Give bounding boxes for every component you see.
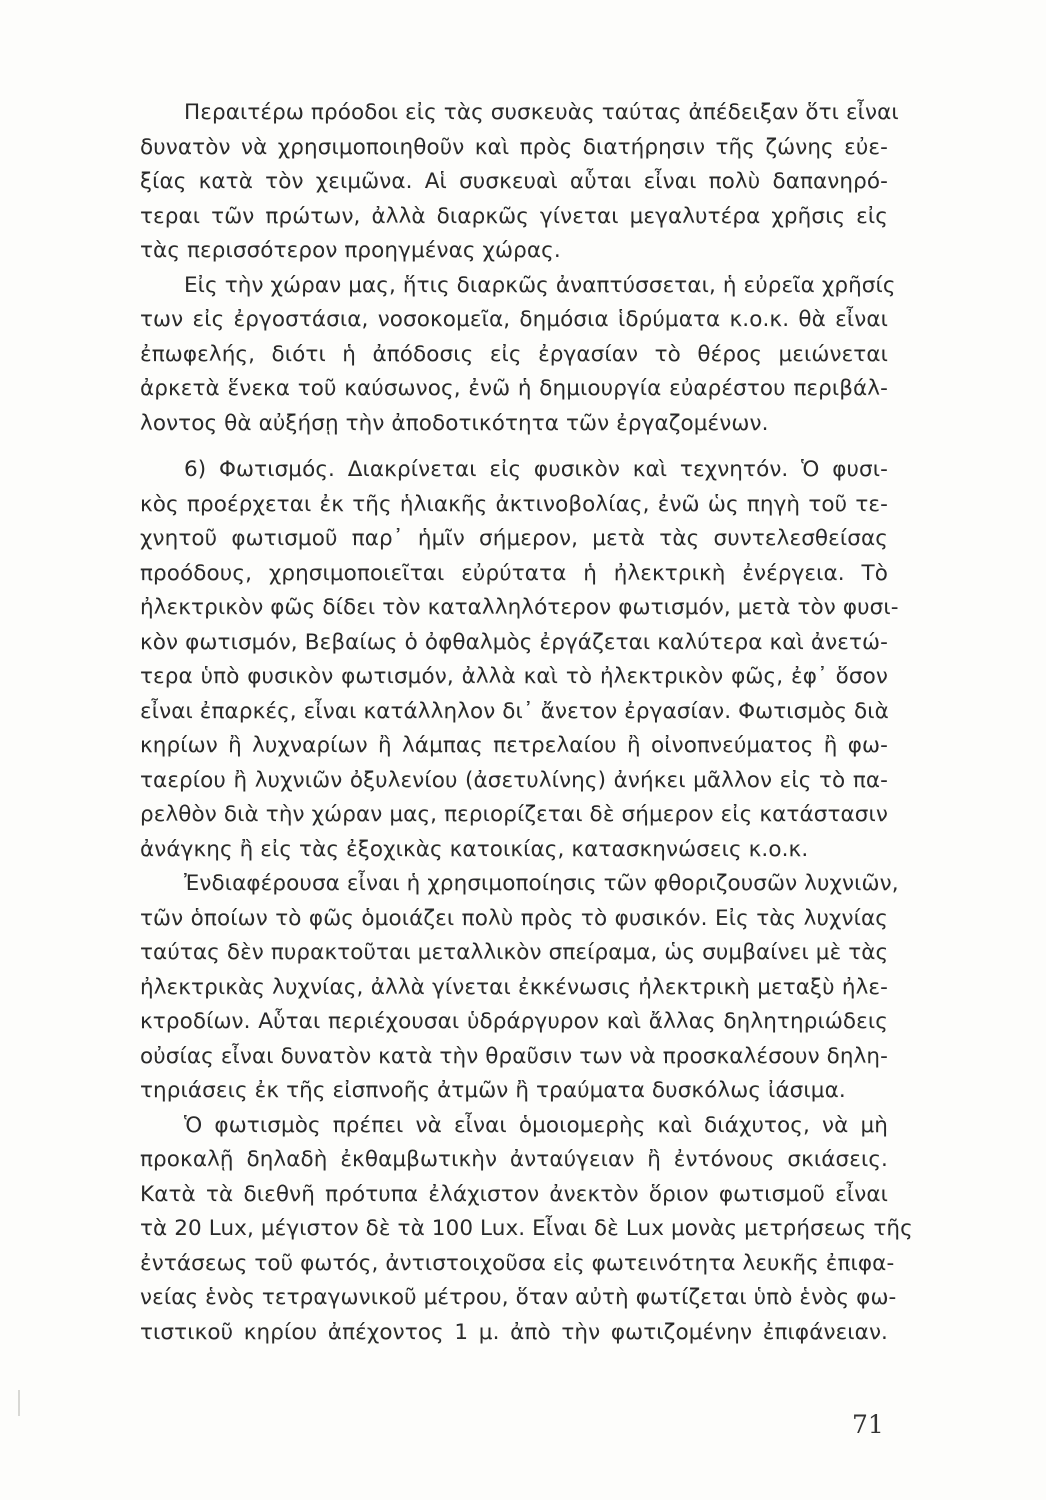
text-line: λοντος θὰ αὐξήσῃ τὴν ἀποδοτικότητα τῶν ἐργαζομένων.: [140, 410, 769, 436]
text-line: ταύτας δὲν πυρακτοῦται μεταλλικὸν σπείραμα, ὡς συμβαίνει μὲ τὰς: [140, 940, 889, 965]
text-line: ἐπωφελής, διότι ἡ ἀπόδοσις εἰς ἐργασίαν τὸ θέρος μειώνεται: [140, 341, 888, 367]
text-line: ἀρκετὰ ἕνεκα τοῦ καύσωνος, ἐνῶ ἡ δημιουργία εὐαρέστου περιβάλ-: [140, 376, 888, 401]
text-line: ἐντάσεως τοῦ φωτός, ἀντιστοιχοῦσα εἰς φωτεινότητα λευκῆς ἐπιφα-: [140, 1250, 895, 1276]
text-line: ρελθὸν διὰ τὴν χώραν μας, περιορίζεται δὲ σήμερον εἰς κατάστασιν: [140, 802, 888, 827]
body-text: [140, 96, 913, 1350]
text-line: ξίας κατὰ τὸν χειμῶνα. Αἱ συσκευαὶ αὗται εἶναι πολὺ δαπανηρό-: [140, 169, 888, 194]
paragraph-air-conditioning-progress: [140, 96, 899, 269]
text-line: εἶναι ἐπαρκές, εἶναι κατάλληλον δι᾿ ἄνετον ἐργασίαν. Φωτισμὸς διὰ: [140, 698, 889, 724]
text-line: Ὁ φωτισμὸς πρέπει νὰ εἶναι ὁμοιομερὴς καὶ διάχυτος, νὰ μὴ: [184, 1112, 888, 1138]
text-line: τῶν ὁποίων τὸ φῶς ὁμοιάζει πολὺ πρὸς τὸ φυσικόν. Εἰς τὰς λυχνίας: [140, 905, 888, 931]
text-line: Εἰς τὴν χώραν μας, ἥτις διαρκῶς ἀναπτύσσεται, ἡ εὐρεῖα χρῆσίς: [184, 272, 896, 298]
text-line: των εἰς ἐργοστάσια, νοσοκομεῖα, δημόσια ἱδρύματα κ.ο.κ. θὰ εἶναι: [140, 307, 888, 332]
text-line: ἠλεκτρικὸν φῶς δίδει τὸν καταλληλότερον φωτισμόν, μετὰ τὸν φυσι-: [140, 595, 899, 620]
text-line: τεραι τῶν πρώτων, ἀλλὰ διαρκῶς γίνεται μεγαλυτέρα χρῆσις εἰς: [140, 203, 888, 229]
text-line: νείας ἑνὸς τετραγωνικοῦ μέτρου, ὅταν αὐτὴ φωτίζεται ὑπὸ ἑνὸς φω-: [140, 1285, 897, 1310]
section-lighting: [140, 453, 899, 867]
text-line: οὐσίας εἶναι δυνατὸν κατὰ τὴν θραῦσιν των νὰ προσκαλέσουν δηλη-: [140, 1043, 889, 1069]
text-line: κὸς προέρχεται ἐκ τῆς ἡλιακῆς ἀκτινοβολίας, ἐνῶ ὡς πηγὴ τοῦ τε-: [140, 491, 888, 517]
text-line: τηριάσεις ἐκ τῆς εἰσπνοῆς ἀτμῶν ἢ τραύματα δυσκόλως ἰάσιμα.: [140, 1078, 846, 1103]
section-gap: [140, 441, 888, 453]
text-line: τὰ 20 Lux, μέγιστον δὲ τὰ 100 Lux. Εἶναι δὲ Lux μονὰς μετρήσεως τῆς: [140, 1216, 913, 1241]
text-line: προόδους, χρησιμοποιεῖται εὐρύτατα ἡ ἠλεκτρικὴ ἐνέργεια. Τὸ: [140, 560, 888, 586]
text-line: κὸν φωτισμόν, Βεβαίως ὁ ὀφθαλμὸς ἐργάζεται καλύτερα καὶ ἀνετώ-: [140, 629, 888, 655]
text-line: τερα ὑπὸ φυσικὸν φωτισμόν, ἀλλὰ καὶ τὸ ἠλεκτρικὸν φῶς, ἐφ᾿ ὅσον: [140, 664, 888, 689]
text-line: δυνατὸν νὰ χρησιμοποιηθοῦν καὶ πρὸς διατήρησιν τῆς ζώνης εὐε-: [140, 134, 888, 160]
text-line: Κατὰ τὰ διεθνῆ πρότυπα ἐλάχιστον ἀνεκτὸν ὅριον φωτισμοῦ εἶναι: [140, 1181, 888, 1207]
text-line: ταερίου ἢ λυχνιῶν ὀξυλενίου (ἀσετυλίνης) ἀνήκει μᾶλλον εἰς τὸ πα-: [140, 767, 888, 793]
paragraph-lighting-standards: [140, 1109, 913, 1351]
text-line: Περαιτέρω πρόοδοι εἰς τὰς συσκευὰς ταύτας ἀπέδειξαν ὅτι εἶναι: [184, 100, 899, 125]
text-line: κηρίων ἢ λυχναρίων ἢ λάμπας πετρελαίου ἢ οἰνοπνεύματος ἢ φω-: [140, 733, 888, 758]
text-line: τιστικοῦ κηρίου ἀπέχοντος 1 μ. ἀπὸ τὴν φωτιζομένην ἐπιφάνειαν.: [140, 1319, 888, 1345]
text-line: προκαλῇ δηλαδὴ ἐκθαμβωτικὴν ἀνταύγειαν ἢ ἐντόνους σκιάσεις.: [140, 1147, 888, 1172]
text-line: τὰς περισσότερον προηγμένας χώρας.: [140, 238, 561, 263]
section-heading-line: 6) Φωτισμός. Διακρίνεται εἰς φυσικὸν καὶ τεχνητόν. Ὁ φυσι-: [184, 457, 888, 482]
text-line: Ἐνδιαφέρουσα εἶναι ἡ χρησιμοποίησις τῶν φθοριζουσῶν λυχνιῶν,: [184, 871, 899, 896]
text-line: ἀνάγκης ἢ εἰς τὰς ἐξοχικὰς κατοικίας, κατασκηνώσεις κ.ο.κ.: [140, 836, 809, 862]
paragraph-fluorescent-lamps: [140, 867, 899, 1109]
paragraph-local-use: [140, 269, 896, 442]
text-line: κτροδίων. Αὗται περιέχουσαι ὑδράργυρον καὶ ἄλλας δηλητηριώδεις: [140, 1009, 888, 1034]
page-number: 71: [852, 1410, 884, 1439]
scan-edge-mark: [18, 1390, 20, 1416]
text-line: χνητοῦ φωτισμοῦ παρ᾿ ἡμῖν σήμερον, μετὰ τὰς συντελεσθείσας: [140, 526, 888, 551]
text-line: ἠλεκτρικὰς λυχνίας, ἀλλὰ γίνεται ἐκκένωσις ἠλεκτρικὴ μεταξὺ ἠλε-: [140, 974, 888, 1000]
